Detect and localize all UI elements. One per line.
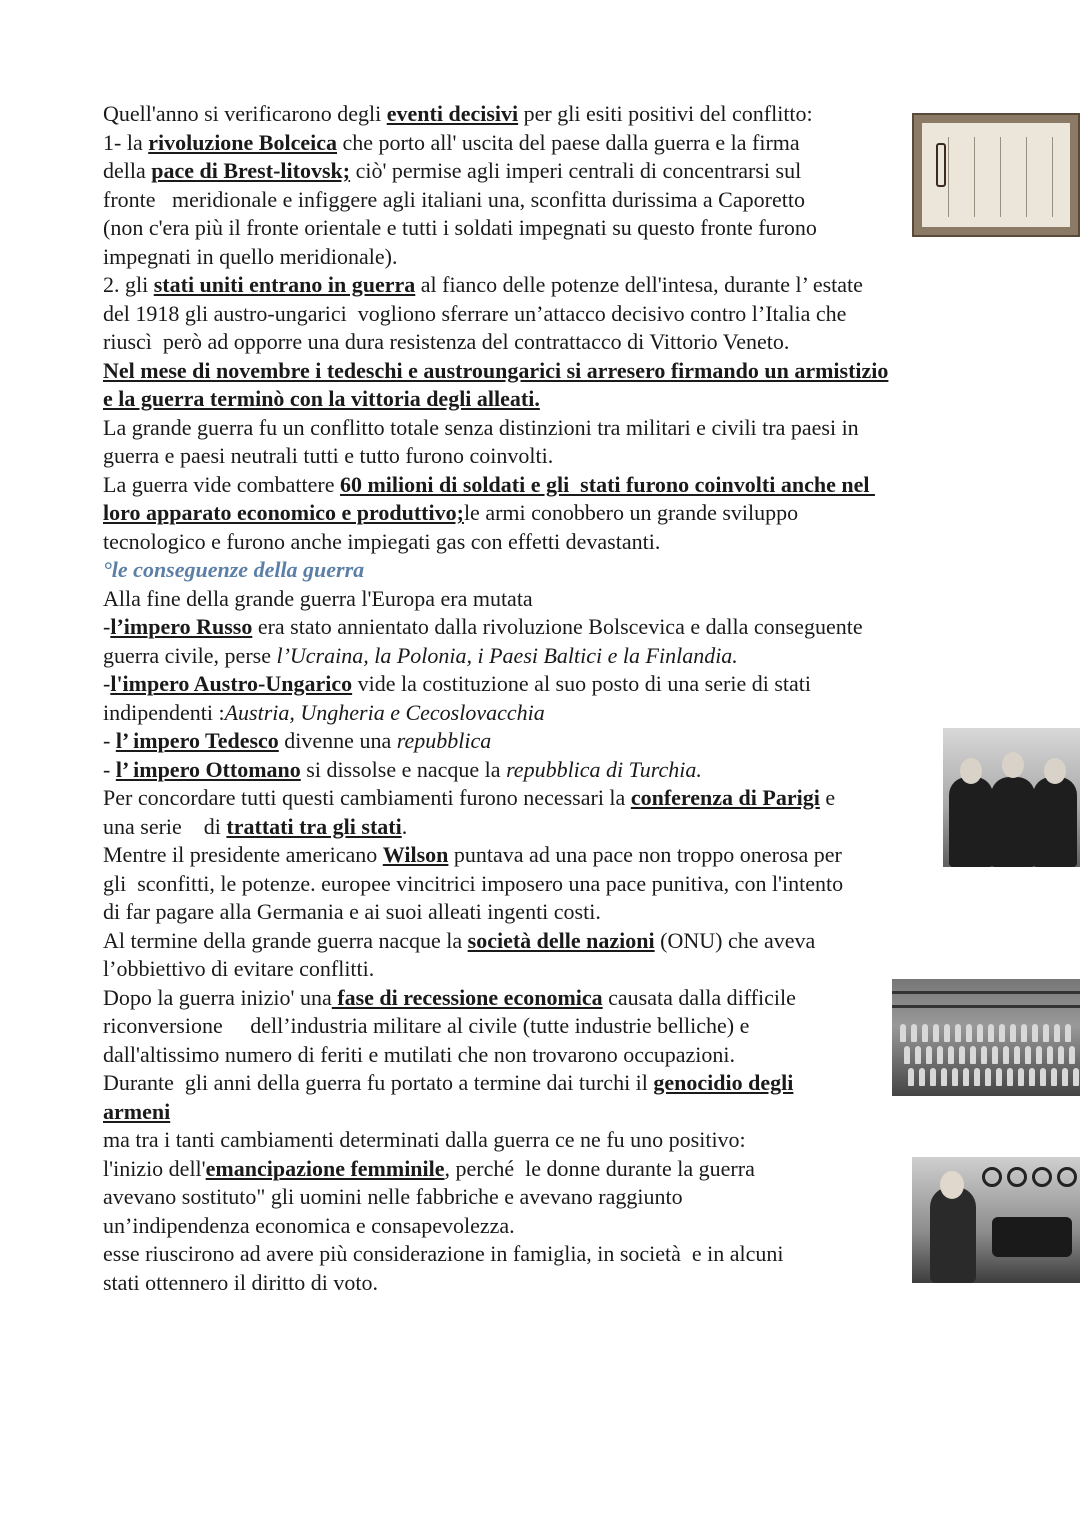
text-line	[103, 556, 983, 585]
key-term: conferenza di Parigi	[630, 785, 820, 810]
text-run: (ONU) che aveva	[654, 927, 816, 953]
section-heading: °le conseguenze della guerra	[103, 557, 365, 582]
key-term: trattati tra gli stati	[226, 813, 402, 839]
text-line	[103, 813, 983, 842]
text-line	[103, 642, 983, 671]
text-run: tecnologico e furono anche impiegati gas con effetti devastanti.	[103, 528, 661, 554]
text-line	[103, 1155, 983, 1184]
text-run: impegnati in quello meridionale).	[103, 243, 398, 269]
text-run: della	[103, 158, 152, 183]
text-line	[103, 955, 983, 984]
text-line	[103, 784, 983, 813]
key-term: l'impero Austro-Ungarico	[110, 671, 353, 696]
text-line	[103, 385, 983, 414]
text-run: -	[103, 728, 116, 753]
text-line	[103, 984, 983, 1013]
key-term: stati uniti entrano in guerra	[153, 272, 416, 297]
text-run: riconversione dell’industria militare al civile (tutte industrie belliche) e	[103, 1013, 750, 1038]
text-line	[103, 585, 983, 614]
text-run: 2. gli	[103, 272, 154, 297]
treaty-document-photo	[912, 113, 1080, 237]
woman-factory-worker-photo	[912, 1157, 1080, 1283]
text-line	[103, 186, 983, 215]
text-run: -	[103, 614, 111, 639]
text-run: Al termine della grande guerra nacque la	[103, 927, 468, 953]
text-run: vide la costituzione al suo posto di una serie di stati	[352, 671, 811, 696]
text-line	[103, 357, 983, 386]
text-line	[103, 100, 983, 129]
key-term: emancipazione femminile	[205, 1155, 445, 1181]
text-run: La grande guerra fu un conflitto totale senza distinzioni tra militari e civili tra paesi in	[103, 414, 859, 440]
text-line	[103, 300, 983, 329]
text-run: Mentre il presidente americano	[103, 842, 383, 867]
text-line	[103, 870, 983, 899]
text-line	[103, 1240, 983, 1269]
text-run: causata dalla difficile	[602, 984, 796, 1010]
text-run: di far pagare alla Germania e ai suoi alleati ingenti costi.	[103, 899, 601, 924]
text-line	[103, 927, 983, 956]
text-run: guerra civile, perse	[103, 642, 277, 668]
text-run: -	[103, 671, 111, 696]
text-run: fronte meridionale e infiggere agli italiani una, sconfitta durissima a Caporetto	[103, 186, 805, 212]
italic-text: repubblica	[396, 728, 492, 753]
paris-conference-leaders-photo	[943, 728, 1080, 867]
text-run: 1- la	[103, 129, 149, 155]
text-run: una serie di	[103, 813, 227, 839]
text-run: si dissolse e nacque la	[300, 756, 507, 782]
key-term: l’ impero Tedesco	[115, 728, 279, 753]
text-run: al fianco delle potenze dell'intesa, durante l’ estate	[415, 272, 863, 297]
text-line	[103, 442, 983, 471]
text-run: Alla fine della grande guerra l'Europa era mutata	[103, 585, 533, 611]
text-line	[103, 1041, 983, 1070]
text-run: l’obbiettivo di evitare conflitti.	[103, 956, 375, 981]
text-line	[103, 898, 983, 927]
text-run: era stato annientato dalla rivoluzione Bolscevica e dalla conseguente	[252, 614, 863, 639]
text-run: riuscì però ad opporre una dura resistenza del contrattacco di Vittorio Veneto.	[103, 329, 790, 354]
text-run: che porto all' uscita del paese dalla guerra e la firma	[337, 129, 800, 155]
key-term: società delle nazioni	[467, 927, 655, 953]
key-term: eventi decisivi	[386, 101, 519, 126]
text-run: (non c'era più il fronte orientale e tutti i soldati impegnati su questo fronte furono	[103, 215, 817, 240]
text-line	[103, 414, 983, 443]
document-body	[103, 100, 983, 1297]
text-run: Dopo la guerra inizio' una	[103, 984, 332, 1010]
text-run: esse riuscirono ad avere più considerazione in famiglia, in società e in alcuni	[103, 1241, 784, 1266]
text-run: indipendenti :	[103, 699, 225, 725]
text-line	[103, 328, 983, 357]
text-line	[103, 841, 983, 870]
italic-text: l’Ucraina, la Polonia, i Paesi Baltici e la Finlandia.	[276, 642, 738, 668]
text-run: puntava ad una pace non troppo onerosa per	[448, 842, 842, 867]
text-run: stati ottennero il diritto di voto.	[103, 1269, 378, 1295]
text-run: guerra e paesi neutrali tutti e tutto furono coinvolti.	[103, 443, 554, 468]
key-term: loro apparato economico e produttivo;	[103, 500, 464, 525]
text-run: ciò' permise agli imperi centrali di concentrarsi sul	[350, 158, 802, 183]
text-line	[103, 1069, 983, 1098]
text-run: un’indipendenza economica e consapevolezza.	[103, 1212, 515, 1238]
key-term: rivoluzione Bolceica	[148, 129, 337, 155]
text-run: avevano sostituto" gli uomini nelle fabbriche e avevano raggiunto	[103, 1184, 683, 1209]
text-run: Quell'anno si verificarono degli	[103, 101, 387, 126]
text-line	[103, 157, 983, 186]
text-line	[103, 727, 983, 756]
text-line	[103, 528, 983, 557]
text-run: Per concordare tutti questi cambiamenti furono necessari la	[103, 785, 631, 810]
text-line	[103, 1183, 983, 1212]
key-term: pace di Brest-litovsk;	[151, 158, 351, 183]
key-term: e la guerra terminò con la vittoria degli alleati.	[103, 386, 540, 411]
text-run: e	[819, 785, 836, 810]
text-run: le armi conobbero un grande sviluppo	[463, 500, 799, 525]
text-run: divenne una	[278, 728, 397, 753]
text-run: La guerra vide combattere	[103, 471, 340, 497]
text-run: Durante gli anni della guerra fu portato a termine dai turchi il	[103, 1070, 654, 1095]
text-run: ma tra i tanti cambiamenti determinati dalla guerra ce ne fu uno positivo:	[103, 1127, 746, 1152]
key-term: armeni	[103, 1098, 171, 1124]
text-line	[103, 1269, 983, 1298]
text-run: gli sconfitti, le potenze. europee vincitrici imposero una pace punitiva, con l'intento	[103, 870, 844, 896]
text-line	[103, 271, 983, 300]
key-term: genocidio degli	[653, 1070, 794, 1095]
text-line	[103, 214, 983, 243]
text-line	[103, 243, 983, 272]
text-run: per gli esiti positivi del conflitto:	[518, 101, 813, 126]
text-line	[103, 471, 983, 500]
text-run: l'inizio dell'	[103, 1155, 206, 1181]
key-term: Wilson	[382, 842, 449, 867]
text-line	[103, 1212, 983, 1241]
text-line	[103, 699, 983, 728]
text-line	[103, 1098, 983, 1127]
text-run: del 1918 gli austro-ungarici vogliono sferrare un’attacco decisivo contro l’Italia che	[103, 300, 847, 326]
text-run: -	[103, 756, 116, 782]
text-run: , perché le donne durante la guerra	[444, 1155, 755, 1181]
text-line	[103, 1126, 983, 1155]
text-line	[103, 670, 983, 699]
italic-text: Austria, Ungheria e Cecoslovacchia	[224, 699, 545, 725]
text-run: .	[401, 813, 408, 839]
key-term: Nel mese di novembre i tedeschi e austroungarici si arresero firmando un armistizio	[103, 357, 889, 383]
text-line	[103, 499, 983, 528]
key-term: fase di recessione economica	[331, 984, 603, 1010]
munitions-factory-photo	[892, 979, 1080, 1096]
key-term: 60 milioni di soldati e gli stati furono coinvolti anche nel	[339, 471, 875, 497]
text-line	[103, 756, 983, 785]
key-term: l’ impero Ottomano	[115, 756, 301, 782]
text-line	[103, 129, 983, 158]
text-line	[103, 613, 983, 642]
text-line	[103, 1012, 983, 1041]
key-term: l’impero Russo	[110, 614, 253, 639]
italic-text: repubblica di Turchia.	[506, 756, 702, 782]
text-run: dall'altissimo numero di feriti e mutilati che non trovarono occupazioni.	[103, 1041, 736, 1067]
